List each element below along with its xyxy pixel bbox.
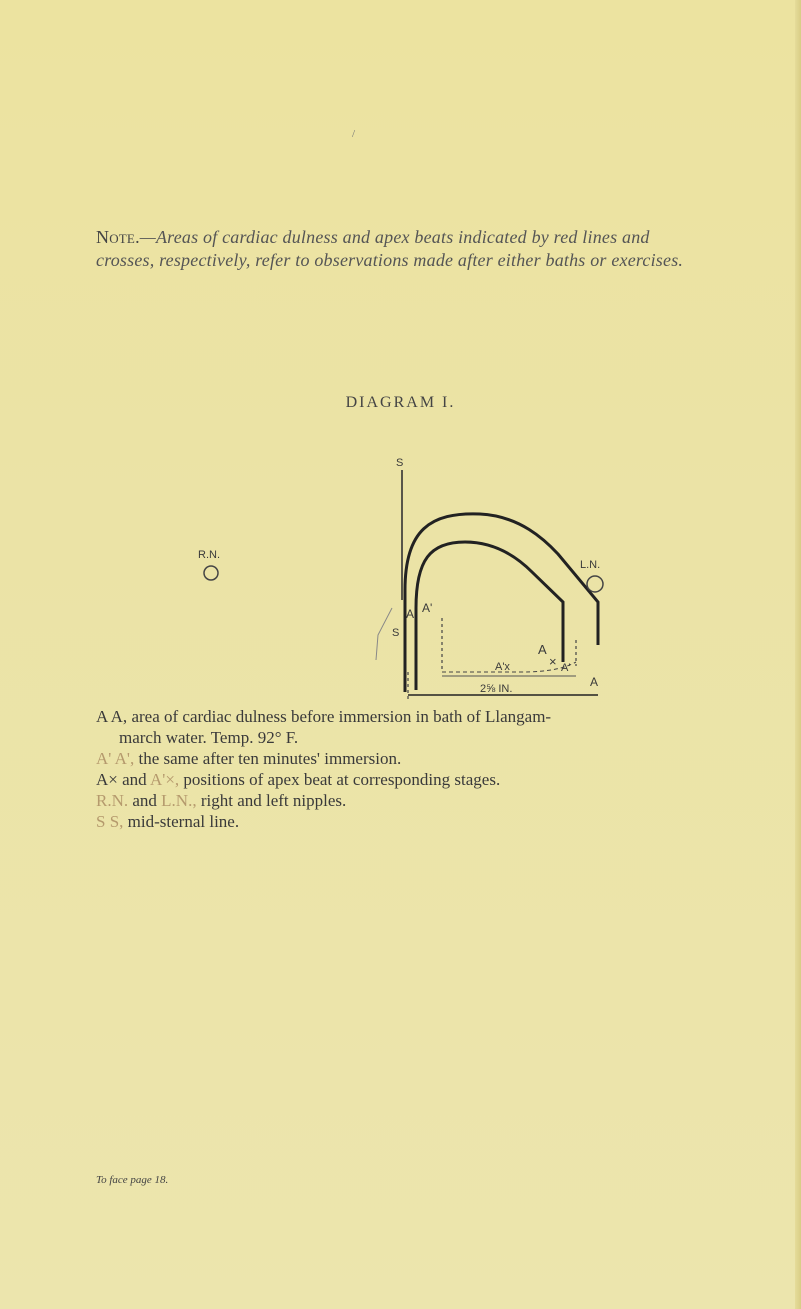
- label-ln: L.N.: [580, 559, 601, 571]
- right-nipple-circle: [204, 566, 218, 580]
- label-a1-prime: A': [422, 601, 433, 615]
- diagram-title: DIAGRAM I.: [345, 394, 456, 411]
- label-a-right: A: [538, 642, 547, 657]
- label-apex-cross: ×: [549, 654, 557, 669]
- note-paragraph: [96, 226, 696, 272]
- label-s-side: S: [392, 627, 400, 639]
- inner-dulness-outline: [416, 542, 563, 690]
- caption-symbol-a1a1: A' A',: [96, 749, 135, 768]
- caption-text-4: right and left nipples.: [196, 791, 347, 810]
- caption-line-3: [96, 769, 716, 790]
- label-s-top: S: [396, 457, 404, 469]
- faint-side-line: [376, 608, 392, 660]
- caption-and-3: and: [117, 770, 150, 789]
- page-edge-shadow: [795, 0, 801, 1309]
- label-width-outer: [482, 699, 505, 700]
- stray-mark: /: [352, 128, 356, 140]
- note-label: Note.: [96, 227, 140, 247]
- diagram-caption: [96, 706, 716, 832]
- caption-line-1: [96, 706, 716, 727]
- label-a-prime-x: A'x: [495, 661, 510, 673]
- label-width-inner: 2⅝ IN.: [480, 683, 513, 695]
- label-a1: A: [406, 607, 415, 621]
- caption-line-2: [96, 748, 716, 769]
- caption-symbol-rn: R.N.: [96, 791, 129, 810]
- footer-note: To face page 18.: [96, 1174, 169, 1186]
- caption-symbol-aa: A A,: [96, 707, 128, 726]
- caption-and-4: and: [128, 791, 162, 810]
- cardiac-diagram: [180, 440, 660, 700]
- label-a-low: A: [590, 675, 599, 689]
- label-rn: R.N.: [198, 549, 220, 561]
- note-text: —Areas of cardiac dulness and apex beats indicated by red lines and crosses, respectively, refer to observations made after either baths or exercises.: [96, 227, 684, 270]
- caption-line-5: [96, 811, 716, 832]
- left-nipple-circle: [587, 576, 603, 592]
- caption-text-5: mid-sternal line.: [123, 812, 240, 831]
- caption-symbol-ss: S S,: [96, 812, 124, 831]
- caption-text-2: the same after ten minutes' immersion.: [134, 749, 402, 768]
- caption-text-3: positions of apex beat at corresponding stages.: [179, 770, 501, 789]
- label-a-prime-right: A': [561, 662, 571, 674]
- caption-line-1b: march water. Temp. 92° F.: [119, 728, 299, 747]
- caption-symbol-ax: A×: [96, 770, 118, 789]
- caption-symbol-a1x: A'×,: [149, 770, 180, 789]
- caption-symbol-ln: L.N.,: [161, 791, 197, 810]
- caption-text-1: area of cardiac dulness before immersion in bath of Llangam-: [127, 707, 552, 726]
- caption-line-4: [96, 790, 716, 811]
